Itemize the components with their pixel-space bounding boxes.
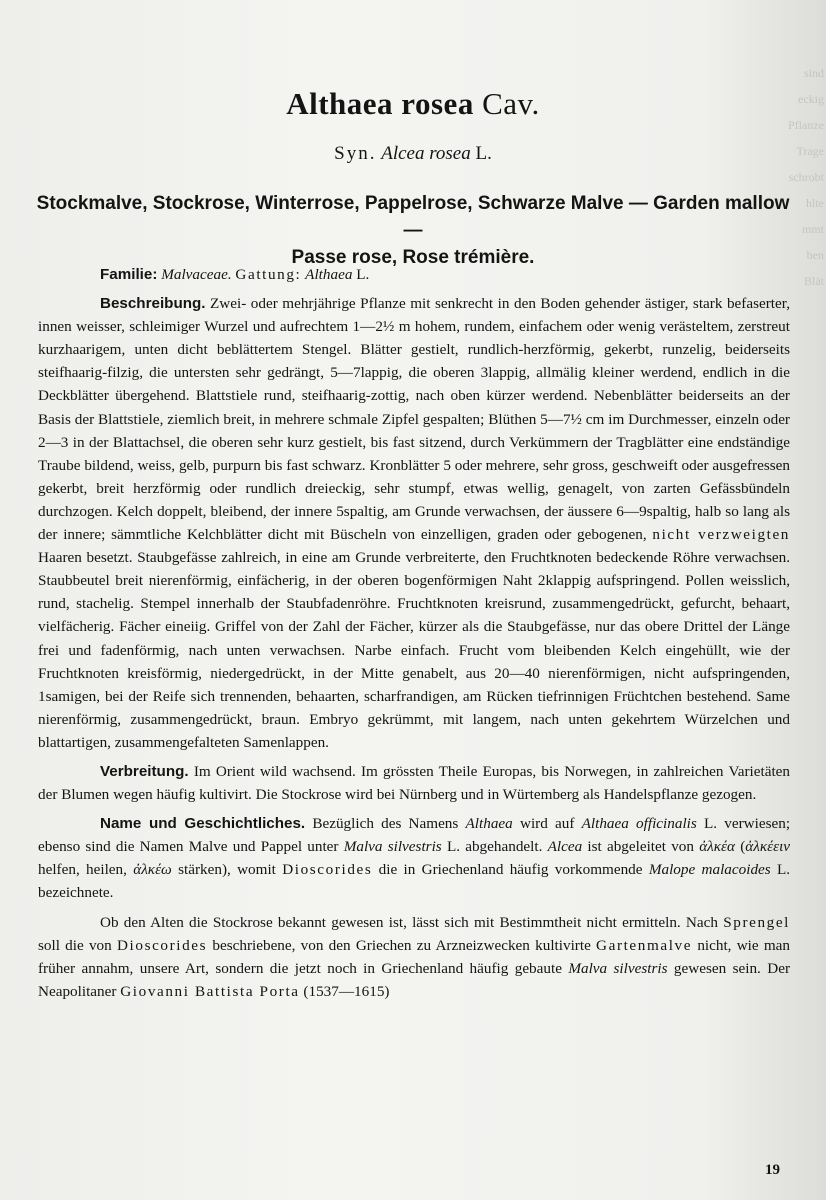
page-title [0,86,826,122]
page-number: 19 [765,1162,780,1178]
greek-run: ἀλκέω [133,861,172,879]
italic-run: Althaea officinalis [581,815,697,833]
italic-run: Malva silvestris [568,959,668,977]
greek-run: ἀλκέα [699,838,735,856]
article-body [38,263,790,1003]
name-geschichte-paragraph [38,812,790,904]
beschreibung-text-2: Haaren besetzt. Staubgefässe zahlreich, in eine am Grunde verbreiterte, den Fruchtknoten bedeckende Röhre verwachsen. Staubbeutel breit nierenförmig, einfächerig, in der oberen bogenförmigen Naht 2klappig aufspringend. Pollen weisslich, rund, stachelig. Stempel innerhalb der Staubfadenröhre. Fruchtknoten kreisrund, zusammengedrückt, gefurcht, behaart, vielfächerig. Fächer eineiig. Griffel von der Zahl der Fächer, kürzer als die Staubgefässe, nur das obere Drittel der Länge frei und fadenförmig, nach unten verwachsen. Narbe einfach. Frucht vom bleibenden Kelch eingehüllt, wie der Fruchtknoten kreisförmig, niedergedrückt, in der Mitte genabelt, aus 20—40 nierenförmigen, nicht aufspringenden, 1samigen, bei der Reife sich trennenden, behaarten, scharfrandigen, am Rücken tiefrinnigen Früchtchen bestehend. Same nierenförmig, zusammengedrückt, braun. Embryo gekrümmt, mit langem, nach unten gekehrtem Würzelchen und blattartigen, zusammengefalteten Samenlappen. [38,549,790,751]
common-names-line-1: Stockmalve, Stockrose, Winterrose, Pappelrose, Schwarze Malve — Garden mallow — [36,193,790,241]
common-names [30,190,796,271]
spaced-run: Dioscorides [116,936,208,954]
text-run: L. bezeichnete. [38,861,791,902]
text-run: ( [740,838,746,856]
italic-run: Alcea [547,838,583,856]
italic-run: Malope malacoides [648,861,771,879]
name-geschichte-heading: Name und Geschichtliches. [100,815,306,833]
synonym-name: Alcea rosea [381,143,471,164]
genus-name: Althaea [305,266,353,283]
synonym-label: Syn. [334,143,377,164]
text-run: L. verwiesen; ebenso sind die Namen Malve und Pappel unter [38,815,791,856]
verbreitung-paragraph [38,760,790,806]
familie-label: Familie: [100,266,158,283]
synonym-line [0,143,826,165]
verbreitung-text: Im Orient wild wachsend. Im grössten Theile Europas, bis Norwegen, in zahlreichen Varietäten der Blumen wegen häufig kultivirt. Die Stockrose wird bei Nürnberg und in Würtemberg als Handelspflanze gezogen. [38,762,791,804]
beschreibung-spaced: nicht verzweigten [652,526,790,544]
text-run: soll die von [38,936,112,954]
italic-run: Malva silvestris [343,838,442,856]
text-run: helfen, heilen, [38,861,127,879]
text-run: Ob den Alten die Stockrose bekannt gewesen ist, lässt sich mit Bestimmtheit nicht ermitteln. Nach [100,913,718,931]
spaced-run: Gartenmalve [596,936,693,954]
text-run: wird auf [519,815,575,833]
familie-paragraph [38,263,790,286]
beschreibung-text: Zwei- oder mehrjährige Pflanze mit senkrecht in den Boden gehender ästiger, stark befaserter, innen weisser, schleimiger Wurzel und aufrechtem 1—2½ m hohem, rundem, einfachem oder wenig verästeltem, zerstreut kurzhaarigem, unten dicht beblättertem Stengel. Blätter gestielt, rundlich-herzförmig, gekerbt, runzelig, beiderseits steifhaarig-filzig, die untersten sehr gedrängt, 5—7lappig, die oberen 3lappig, allmälig kleiner werdend, endlich in die Deckblätter übergehend. Blattstiele rund, steifhaarig-zottig, nach oben kürzer werdend. Nebenblätter beiderseits an der Basis der Blattstiele, ziemlich breit, in mehrere schmale Zipfel gespalten; Blüthen 5—7½ cm im Durchmesser, einzeln oder 2—3 in der Blattachsel, die oberen sehr kurz gestielt, bis fast sitzend, durch Verkümmern der Tragblätter eine endständige Traube bildend, weiss, gelb, purpurn bis fast schwarz. Kronblätter 5 oder mehrere, sehr gross, geschweift oder ausgefressen gekerbt, breit herzförmig oder rundlich dreieckig, sehr stumpf, etwas wellig, genagelt, von zarten Gefässbündeln durchzogen. Kelch doppelt, bleibend, der innere 5spaltig, am Grunde verwachsen, der äussere 6—9spaltig, halb so lang als der innere; sämmtliche Kelchblätter dicht mit Büscheln von einzelligen, graden oder gebogenen, [38,295,790,544]
spaced-run: Sprengel [723,913,790,931]
alten-paragraph [38,911,790,1003]
text-run: stärken), womit [178,861,276,879]
genus-author: L. [356,266,370,283]
bleed-through-text: sind eckig Pflanze Trage schrobt hlte mmt ben Blät [788,66,824,288]
text-run: gewesen sein. Der Neapolitaner [38,959,791,1000]
greek-run: ἀλκέειν [745,838,791,856]
beschreibung-paragraph [38,292,790,754]
text-run: die in Griechenland häufig vorkommende [378,861,643,879]
species-name: Althaea rosea [286,86,474,121]
spaced-run: Giovanni Battista Porta [120,982,300,1000]
text-run: L. abgehandelt. [446,838,543,856]
common-names-line-2: Passe rose, Rose trémière. [291,247,535,268]
text-run: Bezüglich des Namens [312,815,459,833]
gattung-label: Gattung: [235,266,302,283]
italic-run: Althaea [465,815,513,833]
beschreibung-heading: Beschreibung. [100,295,206,313]
text-run: nicht, wie man früher annahm, unsere Art, sondern die jetzt noch in Griechenland häufig gebaute [38,936,791,977]
spaced-run: Dioscorides [282,861,373,879]
text-run: ist abgeleitet von [587,838,694,856]
family-name: Malvaceae. [161,266,232,283]
text-run: beschriebene, von den Griechen zu Arzneizwecken kultivirte [212,936,591,954]
species-author: Cav. [482,86,540,121]
verbreitung-heading: Verbreitung. [100,762,189,780]
synonym-author: L. [475,143,492,164]
text-run: (1537—1615) [303,982,390,1000]
